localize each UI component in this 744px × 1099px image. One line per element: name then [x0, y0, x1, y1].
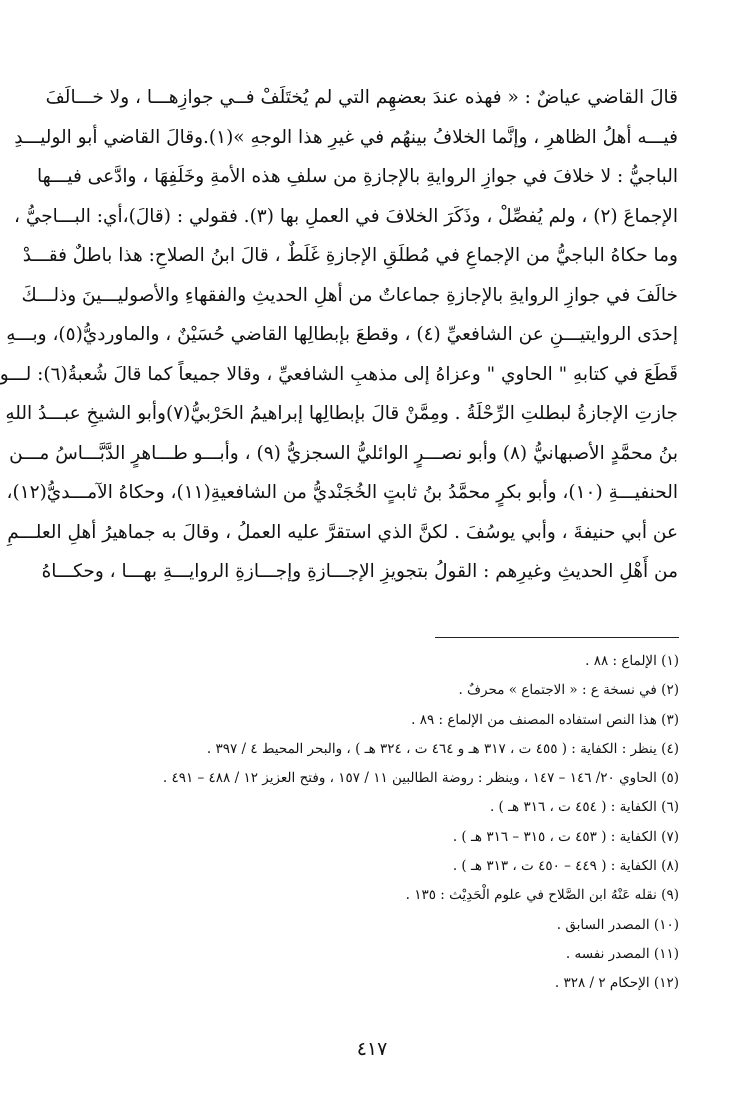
footnote: (٢) في نسخة ع : « الاجتماع » محرفٌ .: [458, 682, 679, 699]
text-line: الباجيُّ : لا خلافَ في جوازِ الروايةِ بالإجازةِ من سلفِ هذه الأمةِ وخَلَفِهَا ، وادَّعى فيـــها: [36, 166, 678, 187]
footnote: (١٢) الإحكام ٢ / ٣٢٨ .: [554, 975, 679, 992]
text-line: قَطَعَ في كتابهِ " الحاوي " وعزاهُ إلى مذهبِ الشافعيِّ ، وقالا جميعاً كما قالَ شُعبةُ(٦): لـــو: [0, 363, 678, 385]
text-line: خالَفَ في جوازِ الروايةِ بالإجازةِ جماعاتٌ من أهلِ الحديثِ والفقهاءِ والأصوليـــينَ وذلـــكَ: [21, 284, 678, 306]
footnote: (٥) الحاوي ٢٠/ ١٤٦ – ١٤٧ ، وينظر : روضة الطالبين ١١ / ١٥٧ ، وفتح العزيز ١٢ / ٤٨٨ – ٤٩١ .: [162, 770, 679, 787]
page-number: ٤١٧: [356, 1038, 388, 1060]
footnotes-block: [59, 647, 679, 999]
text-line: جازتِ الإجازةُ لبطلتِ الرِّحْلَةُ . ومِمَّنْ قالَ بإبطالِها إبراهيمُ الحَرْبيُّ(٧)وأبو الشيخِ عبـــدُ اللهِ: [5, 403, 678, 424]
text-line: بنُ محمَّدٍ الأصبهانيُّ (٨) وأبو نصـــرٍ الوائليُّ السجزيُّ (٩) ، وأبـــو طـــاهرٍ الدَّبَّـــاسُ مـــن: [9, 442, 678, 464]
footnote: (١١) المصدر نفسه .: [565, 945, 679, 962]
footnote: (٣) هذا النص استفاده المصنف من الإلماع : ٨٩ .: [411, 711, 679, 728]
text-line: عن أبي حنيفةَ ، وأبي يوسُفَ . لكنَّ الذي استقرَّ عليه العملُ ، وقالَ به جماهيرُ أهلِ العلـــمِ: [7, 521, 678, 543]
main-text-block: [0, 78, 678, 592]
text-line: إحدَى الروايتيـــنِ عن الشافعيِّ (٤) ، وقطعَ بإبطالِها القاضي حُسَيْنٌ ، والماورديُّ(٥)، وبـــهِ: [6, 324, 678, 345]
text-line: قالَ القاضي عياضٌ : « فهذه عندَ بعضهِم التي لم يُختَلَفْ فــي جوازِهـــا ، ولا خـــالَفَ: [45, 87, 678, 108]
footnote: (٦) الكفاية : ( ٤٥٤ ت ، ٣١٦ هـ ) .: [489, 799, 679, 816]
footnote: (١) الإلماع : ٨٨ .: [585, 653, 679, 669]
footnote: (٧) الكفاية : ( ٤٥٣ ت ، ٣١٥ – ٣١٦ هـ ) .: [452, 828, 679, 845]
text-line: فيـــه أهلُ الظاهرِ ، وإنَّما الخلافُ بينهُم في غيرِ هذا الوجهِ »(١).وقالَ القاضي أبو الوليـــدِ: [14, 126, 678, 148]
text-line: من أَهْلِ الحديثِ وغيرِهم : القولُ بتجويزِ الإجـــازةِ وإجـــازةِ الروايـــةِ بهـــا ، وحكـــاهُ: [41, 561, 678, 582]
text-line: الحنفيـــةِ (١٠)، وأبو بكرٍ محمَّدُ بنُ ثابتٍ الخُجَنْديُّ من الشافعيةِ(١١)، وحكاهُ الآمـــديُّ(١٢)،: [6, 482, 678, 503]
footnote: (٩) نقله عَنْهُ ابن الصَّلاح في علوم الْحَدِيْث : ١٣٥ .: [405, 887, 679, 904]
footnote: (٨) الكفاية : ( ٤٤٩ – ٤٥٠ ت ، ٣١٣ هـ ) .: [452, 858, 679, 875]
footnote: (١٠) المصدر السابق .: [556, 916, 679, 933]
footnote-divider: [435, 637, 679, 638]
footnote: (٤) ينظر : الكفاية : ( ٤٥٥ ت ، ٣١٧ هـ و ٤٦٤ ت ، ٣٢٤ هـ ) ، والبحر المحيط ٤ / ٣٩٧ .: [206, 740, 679, 757]
text-line: الإجماعَ (٢) ، ولم يُفصِّلْ ، وذَكَرَ الخلافَ في العملِ بها (٣). فقولي : (قالَ)،أي: البـــاجيُّ ،: [13, 205, 678, 227]
text-line: وما حكاهُ الباجيُّ من الإجماعِ في مُطلَقِ الإجازةِ غَلَطٌ ، قالَ ابنُ الصلاحِ: هذا باطلٌ فقـــدْ: [22, 245, 678, 266]
